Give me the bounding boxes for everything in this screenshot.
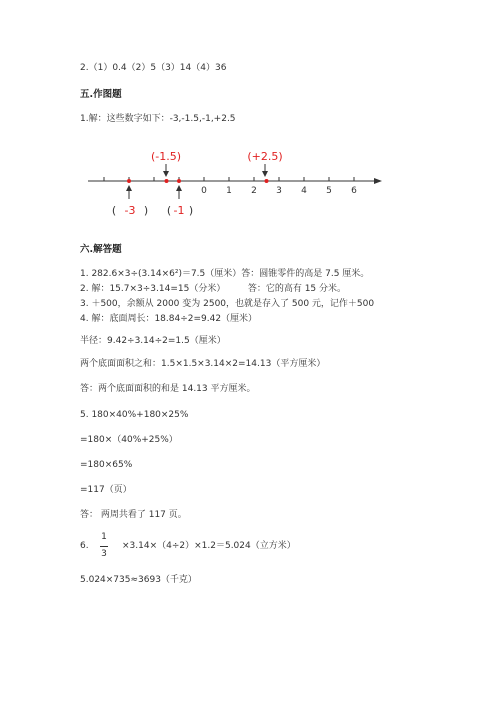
answer-6-9: =180×（40%+25%）	[80, 435, 178, 445]
arrow-minus-3-head	[126, 185, 132, 191]
label-minus-3: -3	[124, 204, 136, 217]
tick-label-1: 1	[226, 186, 232, 196]
fraction-denominator: 3	[101, 549, 107, 559]
tick-label-4: 4	[301, 186, 307, 196]
number-line	[0, 0, 500, 230]
answer-6-11: =117（页）	[80, 485, 132, 495]
label-minus-1-5: (-1.5)	[150, 150, 182, 163]
label-minus-1: -1	[173, 204, 185, 217]
label-minus-3-close: )	[143, 204, 149, 217]
answer-6-4: 4. 解：底面周长：18.84÷2=9.42（厘米）	[80, 314, 258, 324]
answer-2: 2.（1）0.4（2）5（3）14（4）36	[80, 63, 227, 73]
answer-6-13-prefix: 6.	[80, 541, 89, 551]
point-plus-2-5	[265, 179, 269, 183]
arrow-minus-1-head	[176, 185, 182, 191]
arrow-plus-2-5-head	[262, 171, 268, 177]
fraction-bar	[100, 546, 108, 547]
answer-6-3: 3. ＋500，余额从 2000 变为 2500，也就是存入了 500 元，记作＋500	[80, 299, 375, 309]
label-minus-1-open: (	[166, 204, 172, 217]
point-minus-3	[127, 179, 131, 183]
tick-label-3: 3	[276, 186, 282, 196]
answer-6-10: =180×65%	[80, 460, 133, 470]
answer-6-13-rest: ×3.14×（4÷2）×1.2＝5.024（立方米）	[122, 541, 296, 551]
answer-6-14: 5.024×735≈3693（千克）	[80, 575, 197, 585]
label-minus-1-close: )	[188, 204, 194, 217]
tick-label-6: 6	[351, 186, 357, 196]
number-line-arrow	[374, 178, 382, 184]
tick-marks	[104, 177, 354, 181]
tick-label-5: 5	[326, 186, 332, 196]
tick-label-0: 0	[201, 186, 207, 196]
answer-6-8: 5. 180×40%+180×25%	[80, 410, 189, 420]
tick-label-2: 2	[251, 186, 257, 196]
section-6-title: 六.解答题	[80, 244, 122, 255]
answer-6-6: 两个底面面积之和：1.5×1.5×3.14×2=14.13（平方厘米）	[80, 359, 326, 369]
label-plus-2-5: (+2.5)	[247, 150, 283, 163]
answer-6-2: 2. 解：15.7×3÷3.14=15（分米） 答：它的高有 15 分米。	[80, 284, 347, 294]
answer-6-7: 答：两个底面面积的和是 14.13 平方厘米。	[80, 384, 256, 394]
answer-6-12: 答： 两周共看了 117 页。	[80, 510, 187, 520]
point-minus-1-5	[165, 179, 169, 183]
section-5-line-1: 1.解：这些数字如下：-3,-1.5,-1,+2.5	[80, 114, 236, 124]
fraction-numerator: 1	[101, 532, 107, 542]
answer-6-1: 1. 282.6×3÷(3.14×6²)＝7.5（厘米）答：圆锥零件的高是 7.5 厘米。	[80, 269, 370, 279]
answer-6-5: 半径：9.42÷3.14÷2=1.5（厘米）	[80, 336, 226, 346]
label-minus-3-open: (	[111, 204, 117, 217]
arrow-minus-1-5-head	[163, 171, 169, 177]
section-5-title: 五.作图题	[80, 89, 122, 100]
point-minus-1	[177, 179, 181, 183]
